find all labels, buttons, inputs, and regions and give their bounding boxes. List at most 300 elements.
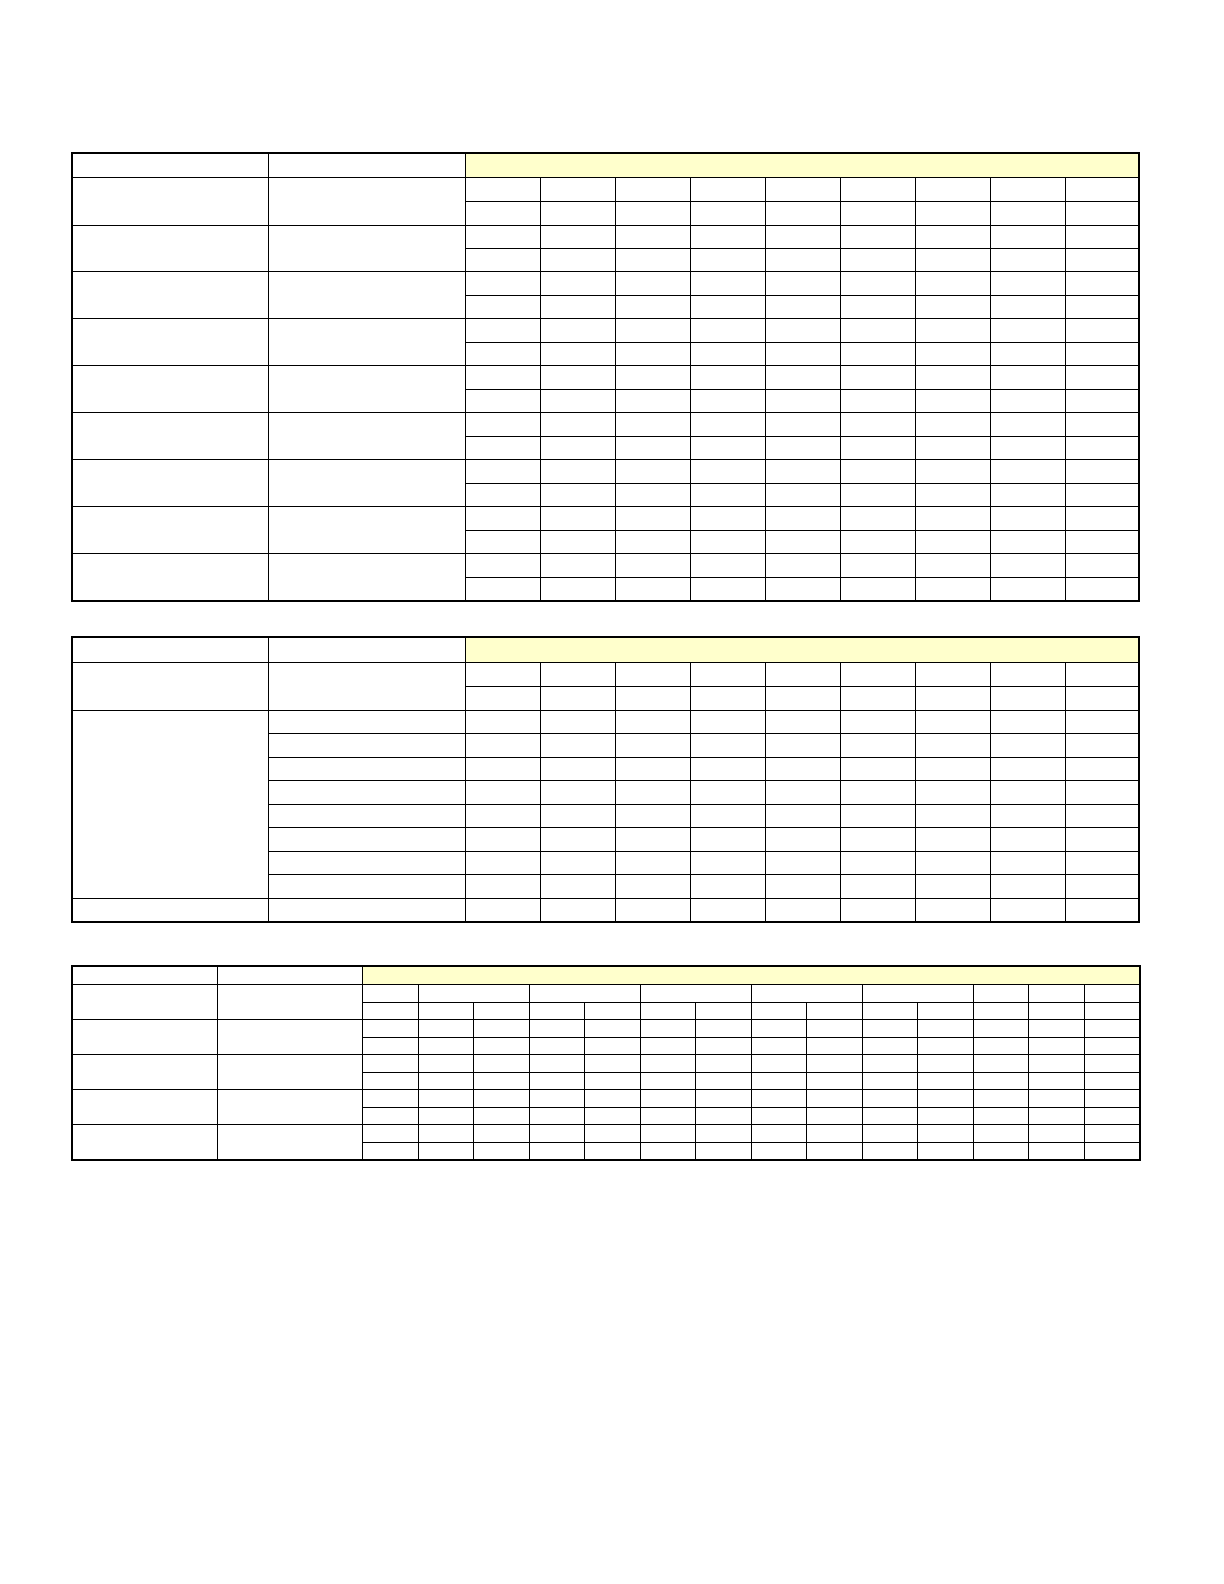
data-cell [466, 758, 541, 781]
data-cell [616, 343, 691, 366]
data-cell [841, 875, 916, 899]
data-cell [1066, 226, 1139, 249]
data-cell [991, 343, 1066, 366]
data-cell [541, 734, 616, 758]
data-cell [466, 249, 541, 272]
row-label-cell [269, 554, 466, 601]
data-cell [841, 296, 916, 319]
table-header-row [73, 967, 1140, 985]
data-cell [1085, 1003, 1140, 1020]
data-cell [974, 1038, 1029, 1055]
data-cell [916, 734, 991, 758]
highlighted-header-cell [466, 638, 1139, 663]
data-cell [841, 343, 916, 366]
data-cell [991, 390, 1066, 413]
data-cell [641, 1038, 696, 1055]
data-cell [1066, 178, 1139, 202]
data-cell [841, 460, 916, 484]
data-cell [1029, 1020, 1085, 1038]
row-label-cell [269, 413, 466, 460]
data-cell [466, 875, 541, 899]
data-cell [974, 1073, 1029, 1090]
row-label-cell [73, 985, 218, 1020]
table-row [73, 711, 1139, 734]
data-cell [841, 554, 916, 578]
data-cell [691, 805, 766, 828]
data-cell [807, 1038, 863, 1055]
data-cell [991, 226, 1066, 249]
data-cell [991, 202, 1066, 226]
data-cell [752, 1003, 807, 1020]
data-cell [466, 272, 541, 296]
data-cell [766, 296, 841, 319]
table-row [73, 1090, 1140, 1108]
row-label-cell [218, 1055, 363, 1090]
data-cell [691, 366, 766, 390]
data-cell [541, 413, 616, 437]
subheader-cell [974, 985, 1029, 1003]
data-cell [918, 1143, 974, 1160]
data-cell [474, 1143, 530, 1160]
data-cell [696, 1003, 752, 1020]
header-cell [269, 638, 466, 663]
data-cell [766, 805, 841, 828]
data-cell [766, 460, 841, 484]
data-cell [691, 578, 766, 601]
data-cell [841, 178, 916, 202]
data-cell [616, 390, 691, 413]
data-cell [841, 366, 916, 390]
data-cell [991, 711, 1066, 734]
data-cell [1066, 734, 1139, 758]
data-cell [841, 578, 916, 601]
data-cell [974, 1055, 1029, 1073]
data-cell [991, 272, 1066, 296]
data-cell [991, 875, 1066, 899]
data-cell [541, 202, 616, 226]
row-label-cell [73, 507, 269, 554]
data-cell [541, 805, 616, 828]
data-cell [541, 687, 616, 711]
data-cell [1029, 1073, 1085, 1090]
data-cell [541, 484, 616, 507]
data-cell [691, 687, 766, 711]
data-cell [916, 413, 991, 437]
data-cell [841, 663, 916, 687]
data-cell [474, 1038, 530, 1055]
data-cell [766, 711, 841, 734]
data-cell [916, 460, 991, 484]
data-cell [766, 734, 841, 758]
data-cell [541, 578, 616, 601]
data-cell [766, 319, 841, 343]
data-cell [541, 178, 616, 202]
data-cell [916, 366, 991, 390]
data-cell [1066, 828, 1139, 852]
data-cell [916, 758, 991, 781]
data-cell [841, 758, 916, 781]
data-cell [466, 296, 541, 319]
data-cell [541, 437, 616, 460]
data-cell [991, 687, 1066, 711]
data-cell [541, 781, 616, 805]
data-cell [466, 226, 541, 249]
row-label-cell [73, 1055, 218, 1090]
data-cell [991, 178, 1066, 202]
data-cell [419, 1020, 474, 1038]
data-cell [541, 554, 616, 578]
data-cell [466, 460, 541, 484]
data-cell [991, 507, 1066, 531]
row-label-cell [269, 899, 466, 922]
data-cell [916, 484, 991, 507]
data-cell [766, 758, 841, 781]
data-cell [974, 1125, 1029, 1143]
table-row [73, 1055, 1140, 1073]
data-cell [1066, 899, 1139, 922]
data-cell [616, 366, 691, 390]
data-cell [616, 828, 691, 852]
data-cell [474, 1020, 530, 1038]
data-cell [1066, 687, 1139, 711]
data-cell [752, 1020, 807, 1038]
data-cell [541, 249, 616, 272]
data-cell [991, 319, 1066, 343]
data-cell [752, 1090, 807, 1108]
data-cell [841, 413, 916, 437]
data-cell [1066, 578, 1139, 601]
row-label-cell [269, 319, 466, 366]
data-cell [841, 437, 916, 460]
data-cell [616, 711, 691, 734]
data-cell [466, 578, 541, 601]
data-cell [585, 1108, 641, 1125]
data-cell [1029, 1003, 1085, 1020]
data-cell [541, 272, 616, 296]
data-cell [916, 899, 991, 922]
row-label-cell [269, 852, 466, 875]
data-cell [807, 1003, 863, 1020]
data-cell [616, 460, 691, 484]
data-cell [766, 226, 841, 249]
data-cell [918, 1003, 974, 1020]
data-cell [916, 507, 991, 531]
data-cell [691, 554, 766, 578]
data-cell [807, 1108, 863, 1125]
subheader-cell [1085, 985, 1140, 1003]
data-cell [696, 1055, 752, 1073]
row-label-cell [218, 1090, 363, 1125]
data-cell [641, 1073, 696, 1090]
row-label-cell [73, 366, 269, 413]
data-cell [974, 1090, 1029, 1108]
data-cell [466, 413, 541, 437]
data-cell [530, 1143, 585, 1160]
row-label-cell [73, 554, 269, 601]
data-cell [616, 805, 691, 828]
data-cell [616, 899, 691, 922]
data-cell [841, 484, 916, 507]
data-cell [918, 1055, 974, 1073]
table-row [73, 319, 1139, 343]
grid-table-3 [72, 966, 1140, 1160]
data-cell [363, 1125, 419, 1143]
header-cell [73, 154, 269, 178]
data-cell [991, 296, 1066, 319]
data-cell [863, 1038, 918, 1055]
data-cell [916, 781, 991, 805]
data-cell [841, 711, 916, 734]
data-cell [841, 390, 916, 413]
data-cell [466, 711, 541, 734]
data-cell [1066, 554, 1139, 578]
data-cell [974, 1108, 1029, 1125]
data-cell [616, 296, 691, 319]
subheader-cell [1029, 985, 1085, 1003]
data-cell [1066, 366, 1139, 390]
data-cell [991, 758, 1066, 781]
data-cell [363, 1003, 419, 1020]
data-cell [541, 758, 616, 781]
data-cell [766, 531, 841, 554]
table-row [73, 899, 1139, 922]
data-cell [419, 1143, 474, 1160]
data-cell [641, 1143, 696, 1160]
data-cell [541, 507, 616, 531]
data-cell [541, 319, 616, 343]
data-cell [916, 272, 991, 296]
data-cell [641, 1020, 696, 1038]
data-cell [991, 413, 1066, 437]
data-cell [541, 366, 616, 390]
data-cell [474, 1073, 530, 1090]
data-cell [530, 1125, 585, 1143]
data-cell [974, 1020, 1029, 1038]
data-cell [807, 1020, 863, 1038]
data-cell [918, 1125, 974, 1143]
data-cell [766, 484, 841, 507]
row-label-cell [73, 663, 269, 711]
data-cell [363, 1143, 419, 1160]
data-cell [541, 460, 616, 484]
data-cell [1066, 507, 1139, 531]
data-cell [807, 1055, 863, 1073]
data-cell [696, 1125, 752, 1143]
data-cell [363, 1038, 419, 1055]
data-cell [1066, 875, 1139, 899]
data-cell [766, 390, 841, 413]
data-cell [541, 296, 616, 319]
table-row [73, 272, 1139, 296]
data-cell [991, 531, 1066, 554]
data-cell [766, 202, 841, 226]
data-cell [691, 828, 766, 852]
data-cell [991, 805, 1066, 828]
row-label-cell [218, 1020, 363, 1055]
data-cell [616, 531, 691, 554]
data-cell [419, 1055, 474, 1073]
data-cell [841, 249, 916, 272]
data-cell [616, 413, 691, 437]
data-cell [841, 319, 916, 343]
data-cell [541, 390, 616, 413]
data-cell [585, 1073, 641, 1090]
data-cell [916, 226, 991, 249]
data-cell [363, 1073, 419, 1090]
data-cell [466, 663, 541, 687]
data-cell [863, 1003, 918, 1020]
data-cell [691, 272, 766, 296]
data-cell [918, 1020, 974, 1038]
data-cell [1066, 343, 1139, 366]
data-cell [991, 437, 1066, 460]
data-cell [752, 1073, 807, 1090]
table-header-row [73, 638, 1139, 663]
row-label-cell [269, 663, 466, 711]
header-cell [73, 638, 269, 663]
data-cell [918, 1073, 974, 1090]
data-cell [991, 578, 1066, 601]
data-cell [466, 484, 541, 507]
row-label-cell [269, 734, 466, 758]
data-cell [1029, 1125, 1085, 1143]
data-cell [466, 687, 541, 711]
data-cell [696, 1090, 752, 1108]
data-cell [841, 687, 916, 711]
data-cell [616, 734, 691, 758]
data-cell [1029, 1108, 1085, 1125]
row-label-cell [269, 507, 466, 554]
data-cell [991, 484, 1066, 507]
data-cell [1029, 1143, 1085, 1160]
table-row [73, 178, 1139, 202]
data-cell [466, 202, 541, 226]
row-label-cell [73, 272, 269, 319]
data-cell [1085, 1143, 1140, 1160]
data-cell [1029, 1090, 1085, 1108]
data-cell [916, 687, 991, 711]
subheader-cell [863, 985, 974, 1003]
data-cell [863, 1143, 918, 1160]
data-cell [363, 1020, 419, 1038]
data-cell [363, 1090, 419, 1108]
data-cell [841, 828, 916, 852]
data-cell [585, 1003, 641, 1020]
data-cell [530, 1038, 585, 1055]
data-cell [696, 1073, 752, 1090]
row-label-cell [269, 828, 466, 852]
data-cell [1066, 758, 1139, 781]
row-label-cell [218, 985, 363, 1020]
data-cell [691, 460, 766, 484]
data-cell [1066, 202, 1139, 226]
data-cell [916, 202, 991, 226]
data-cell [466, 366, 541, 390]
data-cell [466, 178, 541, 202]
data-cell [585, 1038, 641, 1055]
data-cell [807, 1073, 863, 1090]
data-cell [616, 578, 691, 601]
row-label-cell [269, 460, 466, 507]
data-cell [752, 1055, 807, 1073]
data-cell [466, 734, 541, 758]
data-cell [641, 1055, 696, 1073]
data-cell [530, 1020, 585, 1038]
table-subheader-row [73, 985, 1140, 1003]
data-cell [841, 899, 916, 922]
table-row [73, 663, 1139, 687]
data-cell [841, 531, 916, 554]
row-label-cell [73, 178, 269, 226]
data-cell [807, 1125, 863, 1143]
data-cell [696, 1143, 752, 1160]
row-label-cell [73, 1090, 218, 1125]
data-cell [691, 899, 766, 922]
data-cell [916, 390, 991, 413]
data-cell [807, 1143, 863, 1160]
data-cell [466, 531, 541, 554]
data-cell [541, 531, 616, 554]
data-cell [916, 578, 991, 601]
data-cell [691, 319, 766, 343]
row-label-cell [73, 711, 269, 899]
subheader-cell [419, 985, 530, 1003]
data-cell [766, 899, 841, 922]
header-cell [269, 154, 466, 178]
data-cell [766, 781, 841, 805]
row-label-cell [73, 1020, 218, 1055]
grid-table-1 [72, 153, 1139, 601]
data-cell [616, 437, 691, 460]
data-cell [807, 1090, 863, 1108]
data-cell [585, 1020, 641, 1038]
data-cell [363, 1055, 419, 1073]
table-row [73, 507, 1139, 531]
data-cell [991, 828, 1066, 852]
data-cell [530, 1108, 585, 1125]
data-cell [1066, 249, 1139, 272]
data-cell [1066, 460, 1139, 484]
data-cell [616, 663, 691, 687]
data-cell [691, 781, 766, 805]
data-cell [616, 758, 691, 781]
table-row [73, 413, 1139, 437]
data-cell [916, 249, 991, 272]
data-cell [641, 1125, 696, 1143]
data-cell [1029, 1055, 1085, 1073]
data-cell [419, 1003, 474, 1020]
data-cell [616, 507, 691, 531]
row-label-cell [269, 226, 466, 272]
data-cell [585, 1090, 641, 1108]
header-cell [218, 967, 363, 985]
data-cell [641, 1003, 696, 1020]
data-cell [918, 1038, 974, 1055]
data-cell [766, 554, 841, 578]
data-cell [916, 711, 991, 734]
data-cell [541, 343, 616, 366]
data-cell [916, 663, 991, 687]
data-cell [616, 202, 691, 226]
data-cell [766, 366, 841, 390]
data-cell [974, 1003, 1029, 1020]
data-cell [474, 1055, 530, 1073]
data-cell [474, 1108, 530, 1125]
data-cell [616, 781, 691, 805]
data-cell [766, 875, 841, 899]
data-cell [918, 1090, 974, 1108]
data-cell [474, 1125, 530, 1143]
